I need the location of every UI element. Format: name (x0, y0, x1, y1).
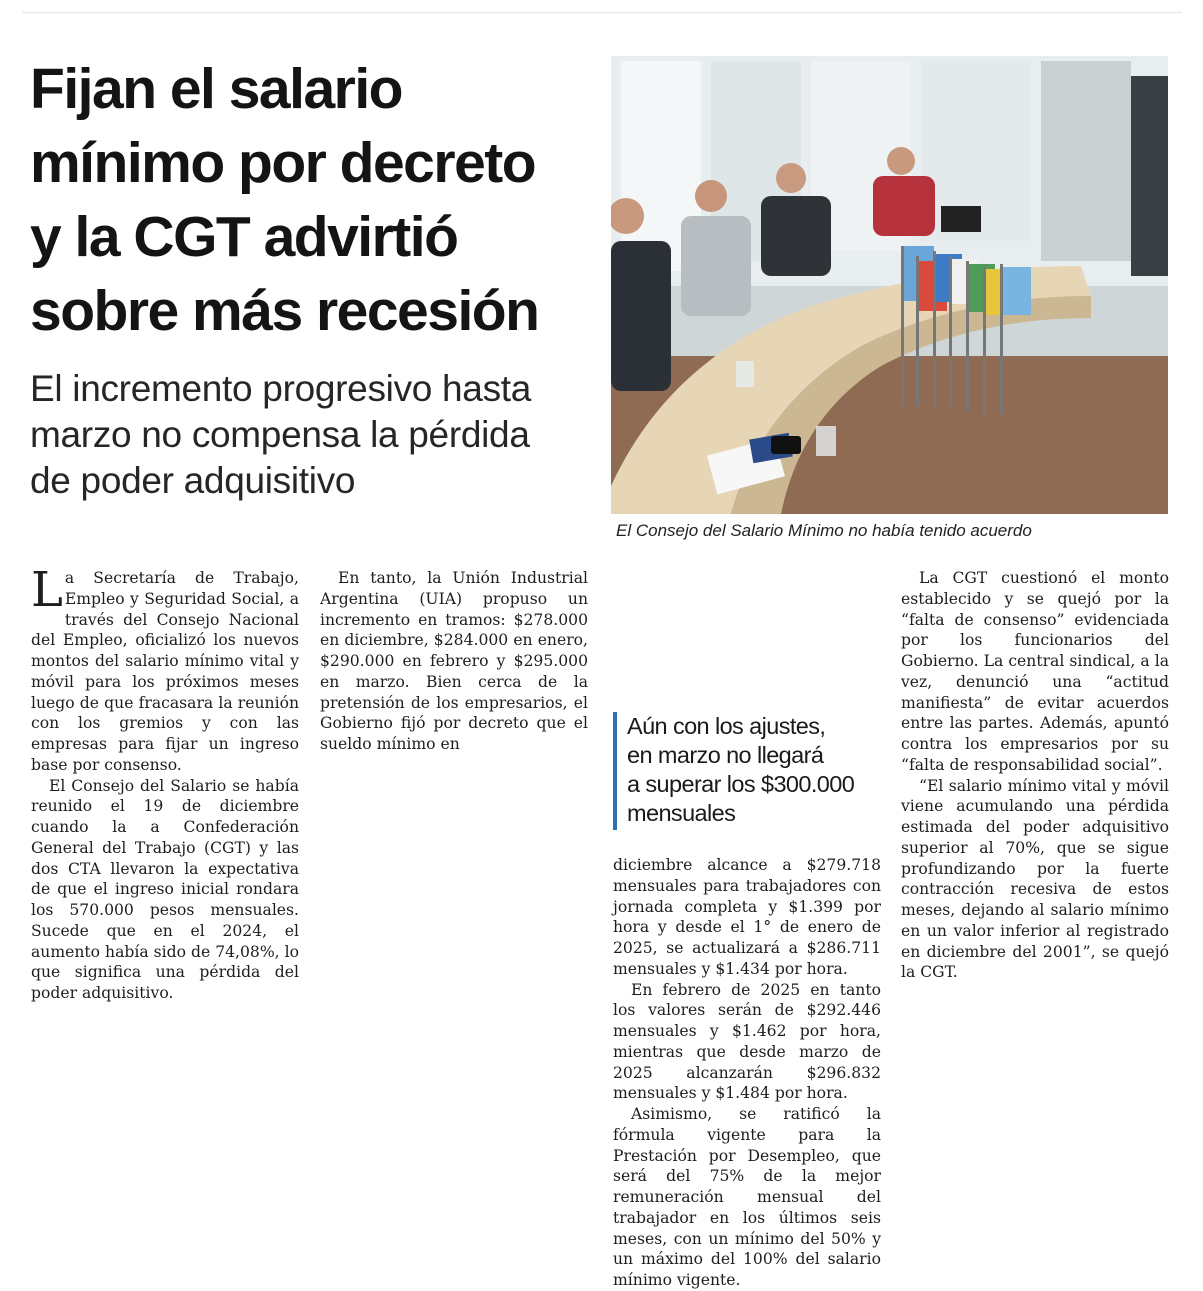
headline-line: Fijan el salario (30, 57, 402, 121)
pull-quote-line: Aún con los ajustes, (627, 713, 826, 739)
article-column-4 (901, 568, 1169, 983)
subheadline-line: El incremento progresivo hasta (30, 368, 532, 409)
article-column-1 (31, 562, 299, 1004)
pull-quote-line: mensuales (627, 800, 736, 826)
subheadline (30, 366, 590, 504)
subheadline-line: marzo no compensa la pérdida (30, 414, 530, 455)
pull-quote-text (627, 712, 881, 828)
article-column-3 (613, 855, 881, 1291)
paragraph: El Consejo del Salario se había reunido el 19 de diciembre cuando la a Confederación General del Trabajo (CGT) y las dos CTA llevaron la expectativa de que el ingreso inicial rondara los 570.000 pesos mensuales. Sucede que en el 2024, el aumento había sido de 74,08%, lo que significa una pérdida del poder adquisitivo. (31, 776, 299, 1002)
subheadline-line: de poder adquisitivo (30, 460, 356, 501)
paragraph: diciembre alcance a $279.718 mensuales para trabajadores con jornada completa y $1.399 por hora y desde el 1° de enero de 2025, se actualizará a $286.711 mensuales y $1.434 por hora. (613, 856, 881, 978)
article-column-2 (320, 568, 588, 755)
paragraph: La CGT cuestionó el monto establecido y se quejó por la “falta de consenso” evidenciada por los funcionarios del Gobierno. La central sindical, a la vez, denunció una “actitud manifiesta” de evitar acuerdos entre las partes. Además, apuntó contra los empresarios por su “falta de responsabilidad social”. (901, 569, 1169, 774)
headline-line: mínimo por decreto (30, 131, 536, 195)
photo-caption: El Consejo del Salario Mínimo no había tenido acuerdo (616, 521, 1032, 540)
pull-quote-bar (613, 712, 617, 830)
news-photo (611, 56, 1168, 514)
pull-quote-line: en marzo no llegará (627, 742, 824, 768)
headline-line: y la CGT advirtió (30, 205, 458, 269)
meeting-photo-illustration (611, 56, 1168, 514)
paragraph: a Secretaría de Trabajo, Empleo y Seguridad Social, a través del Consejo Nacional del Empleo, oficializó los nuevos montos del salario mínimo vital y móvil para los próximos meses luego de que fracasara la reunión con los gremios y con las empresas para fijar un ingreso base por consenso. (31, 569, 299, 774)
paragraph: En febrero de 2025 en tanto los valores serán de $292.446 mensuales y $1.462 por hora, mientras que desde marzo de 2025 alcanzarán $296.832 mensuales y $1.484 por hora. (613, 980, 881, 1103)
headline (30, 52, 600, 348)
pull-quote (613, 712, 881, 832)
paragraph: En tanto, la Unión Industrial Argentina (UIA) propuso un incremento en tramos: $278.000 en diciembre, $284.000 en enero, $290.000 en febrero y $295.000 en marzo. Bien cerca de la pretensión de los empresarios, el Gobierno fijó por decreto que el sueldo mínimo en (320, 569, 588, 753)
paragraph: Asimismo, se ratificó la fórmula vigente para la Prestación por Desempleo, que será del 75% de la mejor remuneración mensual del trabajador en los últimos seis meses, con un mínimo del 50% y un máximo del 100% del salario mínimo vigente. (613, 1105, 881, 1289)
drop-cap: L (31, 562, 63, 618)
headline-line: sobre más recesión (30, 279, 539, 343)
pull-quote-line: a superar los $300.000 (627, 771, 855, 797)
paragraph: “El salario mínimo vital y móvil viene acumulando una pérdida estimada del poder adquisitivo superior al 70%, que se sigue profundizando por la fuerte contracción recesiva de estos meses, dejando al salario mínimo en un valor inferior al registrado en diciembre del 2001”, se quejó la CGT. (901, 776, 1169, 982)
page-top-rule (22, 12, 1182, 13)
